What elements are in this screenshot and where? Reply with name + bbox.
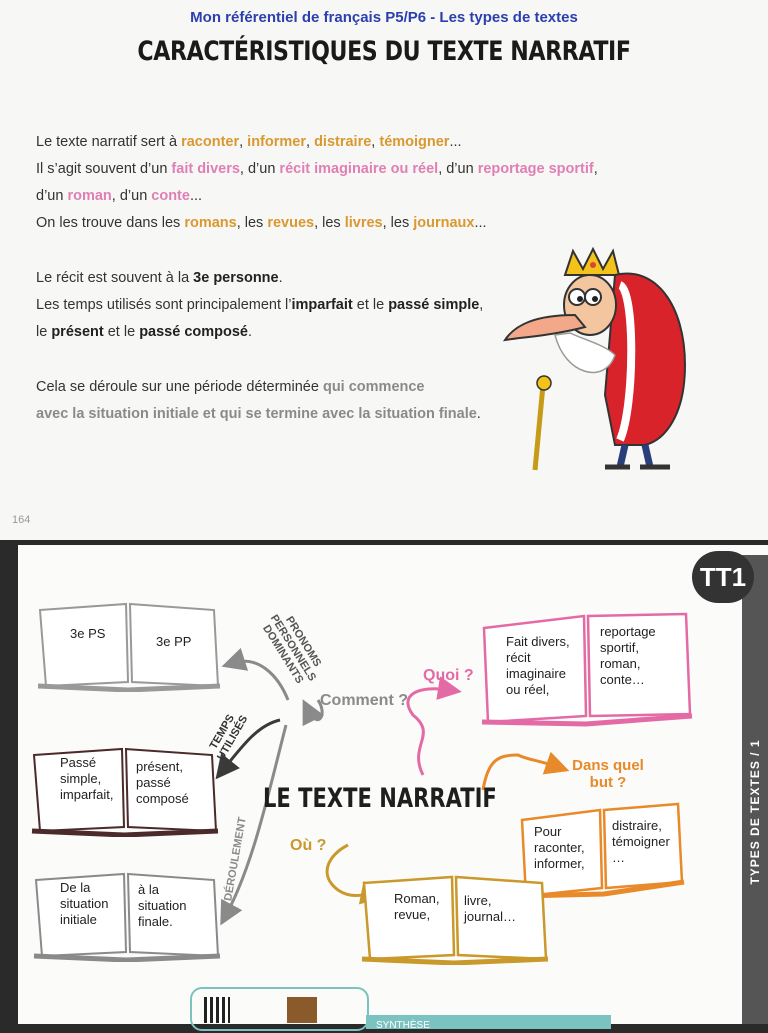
book-quoi-left: Fait divers, récit imaginaire ou réel, [506, 634, 570, 697]
text-segment: Le texte narratif sert à [36, 134, 182, 150]
text-segment: présent [51, 324, 104, 340]
crown-icon [565, 249, 619, 275]
text-line [36, 156, 598, 183]
text-segment: Il s’agit souvent d’un [36, 161, 172, 177]
text-segment: , les [236, 215, 268, 231]
book-ou-left: Roman, revue, [394, 891, 440, 922]
text-segment: et le [103, 324, 140, 340]
qr-code-icon [204, 997, 230, 1023]
side-tab [742, 555, 768, 1024]
text-line [36, 265, 483, 292]
mindmap-page [18, 545, 768, 1031]
text-segment: , [593, 161, 598, 177]
side-tab-label: TYPES DE TEXTES / 1 [748, 739, 762, 885]
text-segment: passé simple [388, 297, 480, 313]
paragraph-2 [36, 265, 483, 346]
text-line [36, 183, 598, 210]
book-pronoms [36, 600, 221, 692]
text-segment: , [239, 134, 248, 150]
paragraph-1 [36, 129, 598, 237]
text-segment: , d’un [239, 161, 280, 177]
text-segment: conte [151, 188, 190, 204]
footer-bar [366, 1015, 611, 1029]
footer-resources [190, 987, 369, 1031]
text-line [36, 319, 483, 346]
text-segment: qui commence [322, 379, 425, 395]
label-deroulement: DÉROULEMENT [222, 816, 249, 902]
text-line [36, 210, 598, 237]
label-quoi: Quoi ? [423, 667, 474, 684]
text-segment: , les [382, 215, 414, 231]
book-deroulement [32, 870, 222, 962]
book-but-left: Pour raconter, informer, [534, 824, 585, 871]
text-segment: ... [474, 215, 487, 231]
text-segment: , les [314, 215, 345, 231]
text-segment: fait divers [171, 161, 240, 177]
text-segment: distraire [314, 134, 372, 150]
tt1-badge-label: TT1 [699, 562, 747, 592]
page-subtitle: Mon référentiel de français P5/P6 - Les types de textes [190, 9, 578, 26]
text-segment: journaux [413, 215, 475, 231]
text-segment: 3e personne [193, 270, 279, 286]
text-segment: ... [189, 188, 203, 204]
book-ou [360, 873, 550, 965]
text-segment: d’un [36, 188, 68, 204]
text-segment: . [476, 406, 481, 422]
label-comment: Comment ? [320, 692, 408, 709]
text-segment: passé composé [139, 324, 248, 340]
book-quoi-right: reportage sportif, roman, conte… [600, 624, 656, 687]
text-segment: On les trouve dans les [36, 215, 185, 231]
text-segment: récit imaginaire ou réel [279, 161, 439, 177]
book-but-right: distraire, témoigner … [612, 818, 670, 865]
book-temps-left: Passé simple, imparfait, [60, 755, 114, 802]
text-segment: . [248, 324, 253, 340]
mindmap-center-title: LE TEXTE NARRATIF [263, 783, 497, 814]
text-segment: informer [247, 134, 306, 150]
text-segment: témoigner [379, 134, 450, 150]
text-segment: , d’un [111, 188, 152, 204]
text-segment: , [306, 134, 315, 150]
book-temps [30, 745, 220, 837]
text-segment: revues [267, 215, 315, 231]
text-segment: . [278, 270, 283, 286]
text-segment: , [371, 134, 380, 150]
page-number: 164 [12, 514, 31, 526]
text-segment: raconter [181, 134, 240, 150]
text-segment: le [36, 324, 52, 340]
text-segment: et le [352, 297, 389, 313]
text-segment: imparfait [291, 297, 353, 313]
text-segment: , d’un [438, 161, 478, 177]
footer-label: SYNTHÈSE [376, 1020, 430, 1031]
book-pronoms-left: 3e PS [70, 626, 106, 641]
text-line [36, 374, 481, 401]
text-line [36, 129, 598, 156]
text-segment: avec la situation initiale et qui se termine avec la situation finale [36, 406, 477, 422]
text-line [36, 292, 483, 319]
book-ou-right: livre, journal… [464, 893, 517, 924]
label-dans-quel-but: Dans quel but ? [572, 757, 644, 791]
text-segment: Les temps utilisés sont principalement l’ [36, 297, 292, 313]
label-pronoms: PRONOMS PERSONNELS DOMINANTS [260, 612, 324, 686]
text-segment: ... [449, 134, 462, 150]
book-deroulement-left: De la situation initiale [60, 880, 109, 927]
text-segment: , [479, 297, 484, 313]
book-quoi [480, 610, 695, 728]
label-temps: TEMPS UTILISÉS [207, 712, 251, 763]
text-segment: roman [67, 188, 112, 204]
label-ou: Où ? [290, 837, 327, 854]
text-segment: reportage sportif [477, 161, 594, 177]
page-title: CARACTÉRISTIQUES DU TEXTE NARRATIF [137, 36, 631, 67]
king-illustration [495, 245, 715, 475]
text-segment: livres [344, 215, 383, 231]
text-line [36, 401, 481, 428]
text-segment: Cela se déroule sur une période déterminée [36, 379, 323, 395]
book-temps-right: présent, passé composé [136, 759, 189, 806]
text-segment: Le récit est souvent à la [36, 270, 194, 286]
bookshelf-icon [287, 997, 317, 1023]
book-deroulement-right: à la situation finale. [138, 882, 187, 929]
paragraph-3 [36, 374, 481, 428]
book-pronoms-right: 3e PP [156, 634, 192, 649]
text-segment: romans [184, 215, 237, 231]
